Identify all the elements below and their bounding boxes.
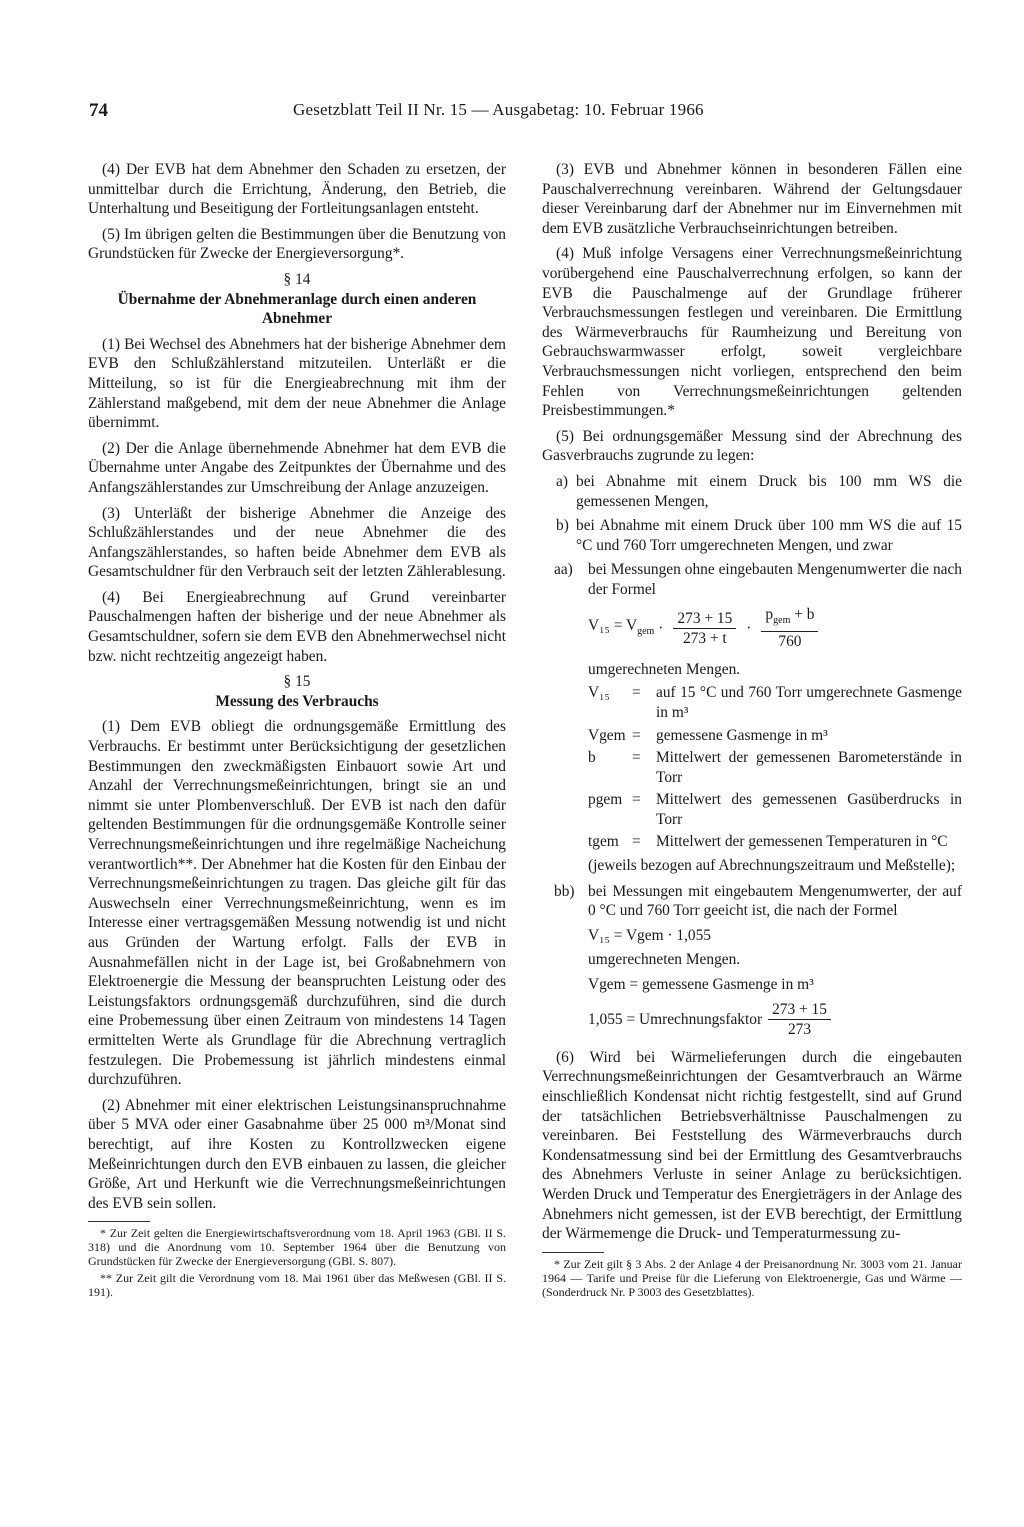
- formula-lhs: $V_{15} = V_{gem}$: [588, 616, 655, 637]
- left-column: [88, 160, 506, 1302]
- footnote: ** Zur Zeit gilt die Verordnung vom 18. Mai 1961 über das Meßwesen (GBl. II S. 191).: [88, 1271, 506, 1300]
- formula: Vgem = gemessene Gasmenge in m³: [588, 976, 814, 994]
- list-label: bb): [554, 882, 575, 900]
- running-title: Gesetzblatt Teil II Nr. 15 — Ausgabetag: 10. Februar 1966: [293, 100, 704, 119]
- paragraph: (4) Bei Energieabrechnung auf Grund vereinbarter Pauschalmengen haften der bisherige und der neue Abnehmer als Gesamtschuldner, sofern sie dem EVB den Abnehmerwechsel nicht bzw. nicht rechtzeitig angezeigt haben.: [88, 588, 506, 665]
- multiply-dot: ·: [658, 619, 664, 637]
- paragraph: (1) Dem EVB obliegt die ordnungsgemäße Ermittlung des Verbrauchs. Er bestimmt unter Berücksichtigung der gesetzlichen Bestimmungen den zweckmäßigsten Einbauort sowie Art und Anzahl der Verrechnungsmeßeinrichtungen, bringt sie an und nimmt sie unter Plombenverschluß. Der EVB ist nach den dafür geltenden Bestimmungen für die ordnungsgemäße Kontrolle seiner Verrechnungsmeßeinrichtungen und ihre regelmäßige Nacheichung verantwortlich**. Der Abnehmer hat die Kosten für den Einbau der Verrechnungsmeßeinrichtungen zu tragen. Das gleiche gilt für das Auswechseln einer Verrechnungsmeßeinrichtung, wenn es im Interesse einer vertragsgemäßen Messung notwendig ist und nicht aus Gründen der Wartung erfolgt. Falls der EVB in Ausnahmefällen nicht in der Lage ist, bei Großabnehmern von Elektroenergie die Messung der beanspruchten Leistung oder des Leistungsfaktors ordnungsgemäß durchzuführen, sind die durch eine Probemessung über einen Zeitraum von mindestens 14 Tagen ermittelten Werte als Grundlage für die Abrechnung vertraglich festzulegen. Die Probemessung ist jährlich mindestens einmal durchzuführen.: [88, 718, 506, 1089]
- footnote-divider: [542, 1252, 604, 1253]
- definition-row: b = Mittelwert der gemessenen Barometerstände in Torr: [588, 749, 962, 786]
- section-title: Messung des Verbrauchs: [215, 692, 379, 710]
- fraction: $\frac{273 + 15}{273 + t}$: [673, 609, 736, 649]
- section-title: Übernahme der Abnehmeranlage durch einen anderen Abnehmer: [117, 290, 477, 328]
- formula-note: umgerechneten Mengen.: [588, 951, 741, 969]
- paragraph: (5) Bei ordnungsgemäßer Messung sind der Abrechnung des Gasverbrauchs zugrunde zu legen:: [542, 427, 962, 465]
- paragraph: (2) Der die Anlage übernehmende Abnehmer hat dem EVB die Übernahme unter Angabe des Zeitpunktes der Übernahme und des Anfangszählerstandes zur Umschreibung der Anlage anzuzeigen.: [88, 439, 506, 496]
- right-column: [542, 160, 962, 1302]
- paragraph: (1) Bei Wechsel des Abnehmers hat der bisherige Abnehmer dem EVB den Schlußzählerstand mitzuteilen. Unterläßt er die Mitteilung, so ist für die Energieabrechnung mit ihm der Zählerstand maßgebend, mit dem der neue Abnehmer die Anlage übernimmt.: [88, 335, 506, 432]
- list-text: bei Messungen ohne eingebauten Mengenumwerter die nach der Formel: [588, 561, 962, 598]
- multiply-dot: ·: [746, 619, 752, 637]
- section-number: § 14: [283, 270, 311, 288]
- list-text: bei Abnahme mit einem Druck bis 100 mm WS die gemessenen Mengen,: [576, 472, 962, 510]
- page-number: 74: [89, 100, 108, 121]
- paragraph: (3) Unterläßt der bisherige Abnehmer die Anzeige des Schlußzählerstandes und der neue Abnehmer die des Anfangszählerstandes, so haften beide Abnehmer dem EVB als Gesamtschuldner für den Verbrauch seit der letzten Zählerablesung.: [88, 504, 506, 581]
- paragraph: (3) EVB und Abnehmer können in besonderen Fällen eine Pauschalverrechnung vereinbaren. Während der Geltungsdauer dieser Vereinbarung darf der Abnehmer nur im Einvernehmen mit dem EVB zusätzliche Verbrauchseinrichtungen betreiben.: [542, 161, 962, 237]
- section-number: § 15: [283, 673, 311, 691]
- definition-row: pgem = Mittelwert des gemessenen Gasüberdrucks in Torr: [588, 791, 962, 828]
- formula: [588, 605, 962, 651]
- formula-note: umgerechneten Mengen.: [588, 660, 741, 678]
- list-text: bei Messungen mit eingebautem Mengenumwerter, der auf 0 °C und 760 Torr geeicht ist, die nach der Formel: [588, 882, 962, 920]
- footnote: * Zur Zeit gelten die Energiewirtschaftsverordnung vom 18. April 1963 (GBl. II S. 318) und die Anordnung vom 10. September 1964 über die Benutzung von Grundstücken für Zwecke der Energieversorgung (GBl. S. 807).: [88, 1226, 506, 1269]
- fraction: $\frac{p_{gem} + b}{760}$: [761, 605, 818, 651]
- paragraph: (5) Im übrigen gelten die Bestimmungen über die Benutzung von Grundstücken für Zwecke der Energieversorgung*.: [88, 225, 506, 263]
- formula-lhs: 1,055 = Umrechnungsfaktor: [588, 1010, 763, 1028]
- footnote: * Zur Zeit gilt § 3 Abs. 2 der Anlage 4 der Preisanordnung Nr. 3003 vom 21. Januar 1964 — Tarife und Preise für die Lieferung von Elektroenergie, Gas und Wärme — (Sonderdruck Nr. P 3003 des Gesetzblattes).: [542, 1256, 962, 1299]
- paragraph: (2) Abnehmer mit einer elektrischen Leistungsinanspruchnahme über 5 MVA oder einer Gasabnahme über 25 000 m³/Monat sind berechtigt, auf ihre Kosten zu Kontrollzwecken eigene Meßeinrichtungen durch den EVB einbauen zu lassen, die gleicher Größe, Art und Herkunft wie die Verrechnungsmeßeinrichtungen des EVB sein sollen.: [88, 1096, 506, 1212]
- list-label: aa): [554, 561, 573, 579]
- formula: V₁₅ = Vgem · 1,055: [588, 926, 712, 944]
- definition-row: V₁₅ = auf 15 °C und 760 Torr umgerechnete Gasmenge in m³: [588, 684, 962, 721]
- list-item: [542, 560, 962, 599]
- formula-note: (jeweils bezogen auf Abrechnungszeitraum und Meßstelle);: [588, 857, 956, 875]
- paragraph: (4) Muß infolge Versagens einer Verrechnungsmeßeinrichtung vorübergehend eine Pauschalverrechnung erfolgen, so kann der EVB die Pauschalmenge auf der Grundlage früherer Verbrauchsmessungen festlegen und vereinbaren. Die Ermittlung des Wärmeverbrauchs für Raumheizung und Bereitung von Gebrauchswarmwasser erfolgt, soweit vergleichbare Verbrauchsmessungen nicht vorliegen, entsprechend den beim Fehlen von Verrechnungsmeßeinrichtungen geltenden Preisbestimmungen.*: [542, 245, 962, 420]
- fraction: $\frac{273 + 15}{273}$: [768, 1000, 831, 1040]
- definition-row: Vgem = gemessene Gasmenge in m³: [588, 726, 828, 744]
- list-label: b): [556, 517, 569, 535]
- footnote-divider: [88, 1221, 150, 1222]
- list-text: bei Abnahme mit einem Druck über 100 mm WS die auf 15 °C und 760 Torr umgerechneten Mengen, und zwar: [576, 517, 962, 554]
- list-item: [542, 472, 962, 511]
- list-item: [542, 516, 962, 555]
- list-item: [542, 882, 962, 921]
- list-label: a): [556, 472, 568, 490]
- definition-row: tgem = Mittelwert der gemessenen Temperaturen in °C: [588, 833, 948, 851]
- formula: [588, 1000, 962, 1040]
- definition-list: [588, 683, 962, 852]
- paragraph: (6) Wird bei Wärmelieferungen durch die eingebauten Verrechnungsmeßeinrichtungen der Gesamtverbrauch an Wärme einschließlich Kondensat nicht richtig festgestellt, sind auf Grund der tatsächlichen Betriebsverhältnisse Pauschalmengen zu vereinbaren. Bei Feststellung des Wärmeverbrauchs durch Kondensatmessung sind bei der Ermittlung des Gesamtverbrauchs des Abnehmers Verluste in seiner Anlage zu berücksichtigen. Werden Druck und Temperatur des Energieträgers in der Anlage des Abnehmers nicht gemessen, ist der EVB berechtigt, der Ermittlung der Wärmemenge die Druck- und Temperaturmessung zu-: [542, 1048, 962, 1243]
- page-header: [85, 100, 965, 124]
- paragraph: (4) Der EVB hat dem Abnehmer den Schaden zu ersetzen, der unmittelbar durch die Errichtung, Änderung, den Betrieb, die Unterhaltung und Beseitigung der Fortleitungsanlagen entsteht.: [88, 161, 506, 218]
